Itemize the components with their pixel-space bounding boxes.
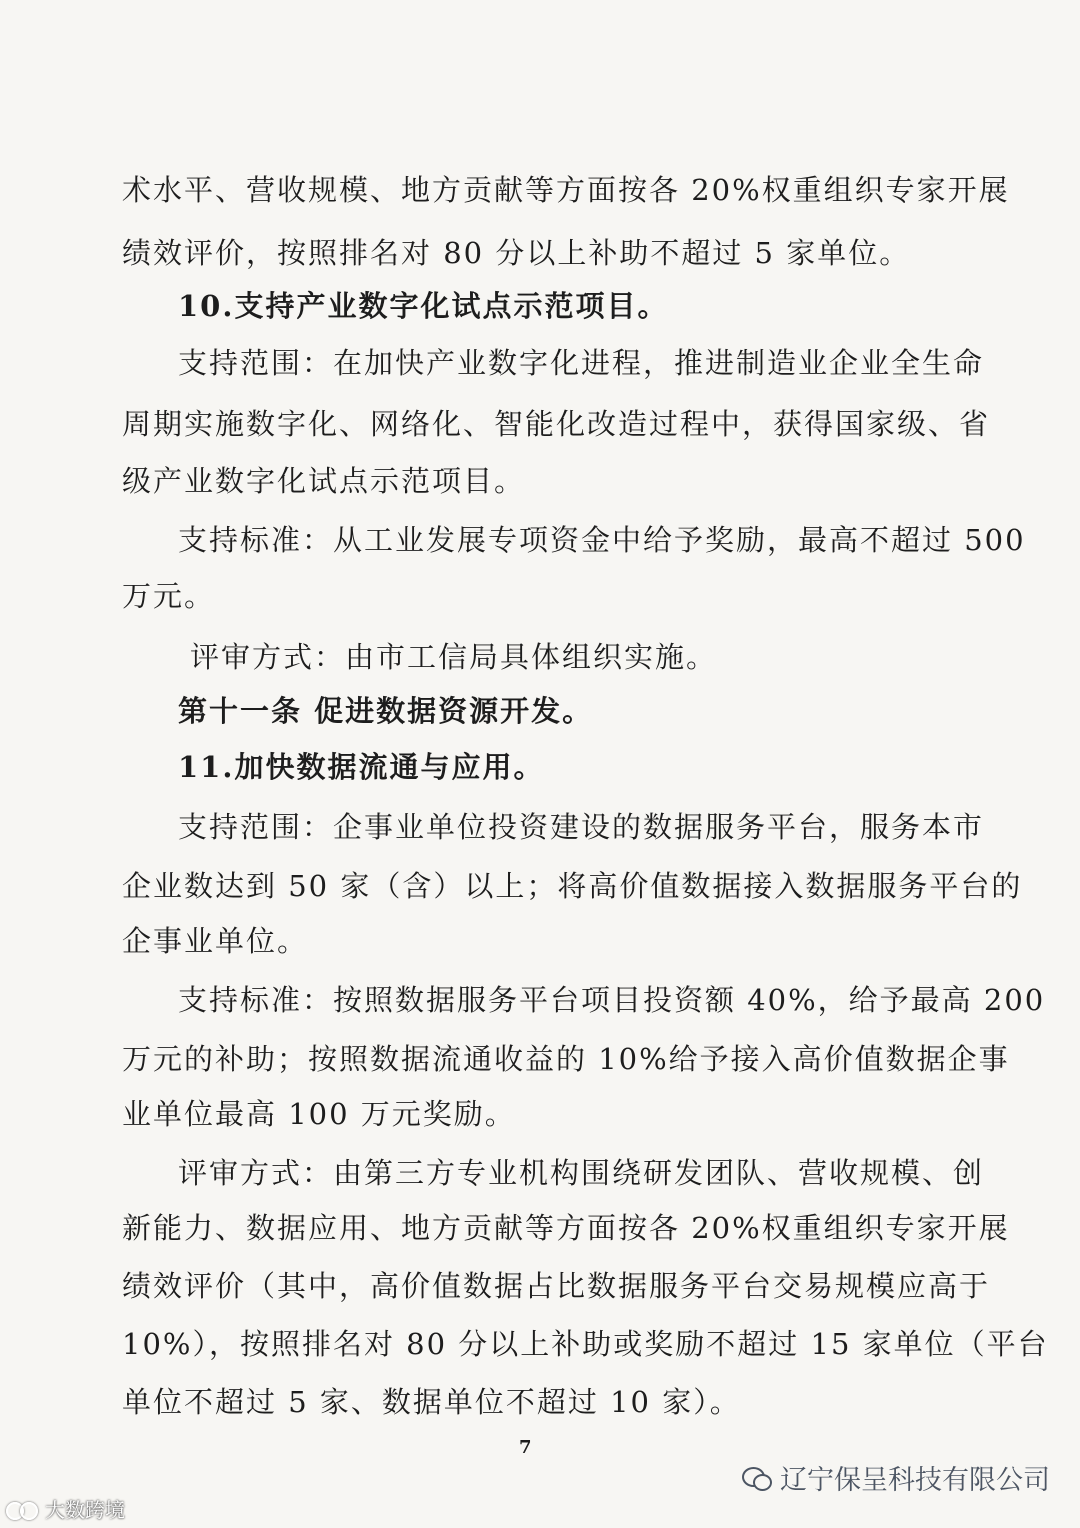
section-heading: 10.支持产业数字化试点示范项目。 — [178, 289, 669, 323]
article-heading: 第十一条 促进数据资源开发。 — [178, 694, 594, 728]
body-line: 级产业数字化试点示范项目。 — [122, 464, 526, 498]
body-line: 术水平、营收规模、地方贡献等方面按各 20%权重组织专家开展 — [122, 173, 1010, 207]
page-number: 7 — [519, 1437, 532, 1458]
body-line: 万元的补助；按照数据流通收益的 10%给予接入高价值数据企事 — [122, 1042, 1010, 1076]
body-line: 支持范围：企事业单位投资建设的数据服务平台，服务本市 — [178, 810, 985, 844]
body-line: 评审方式：由市工信局具体组织实施。 — [190, 640, 718, 674]
body-line: 新能力、数据应用、地方贡献等方面按各 20%权重组织专家开展 — [122, 1211, 1010, 1245]
watermark — [742, 1458, 1050, 1497]
corner-watermark — [6, 1494, 125, 1523]
body-line: 企事业单位。 — [122, 924, 309, 958]
watermark-text: 辽宁保呈科技有限公司 — [780, 1465, 1050, 1496]
body-line: 万元。 — [122, 579, 216, 613]
body-line: 绩效评价（其中，高价值数据占比数据服务平台交易规模应高于 — [122, 1269, 991, 1303]
body-line: 周期实施数字化、网络化、智能化改造过程中，获得国家级、省 — [122, 407, 991, 441]
logo-icon — [6, 1499, 40, 1519]
section-heading: 11.加快数据流通与应用。 — [178, 750, 545, 784]
body-line: 单位不超过 5 家、数据单位不超过 10 家）。 — [122, 1385, 741, 1419]
body-line: 评审方式：由第三方专业机构围绕研发团队、营收规模、创 — [178, 1156, 985, 1190]
body-line: 企业数达到 50 家（含）以上；将高价值数据接入数据服务平台的 — [122, 869, 1023, 903]
corner-watermark-text: 大数跨境 — [45, 1498, 125, 1522]
body-line: 绩效评价，按照排名对 80 分以上补助不超过 5 家单位。 — [122, 236, 911, 270]
body-line: 10%），按照排名对 80 分以上补助或奖励不超过 15 家单位（平台 — [122, 1327, 1049, 1361]
body-line: 支持标准：从工业发展专项资金中给予奖励，最高不超过 500 — [178, 523, 1026, 557]
body-line: 业单位最高 100 万元奖励。 — [122, 1097, 516, 1131]
wechat-icon — [742, 1465, 772, 1491]
body-line: 支持标准：按照数据服务平台项目投资额 40%，给予最高 200 — [178, 983, 1046, 1017]
body-line: 支持范围：在加快产业数字化进程，推进制造业企业全生命 — [178, 346, 985, 380]
